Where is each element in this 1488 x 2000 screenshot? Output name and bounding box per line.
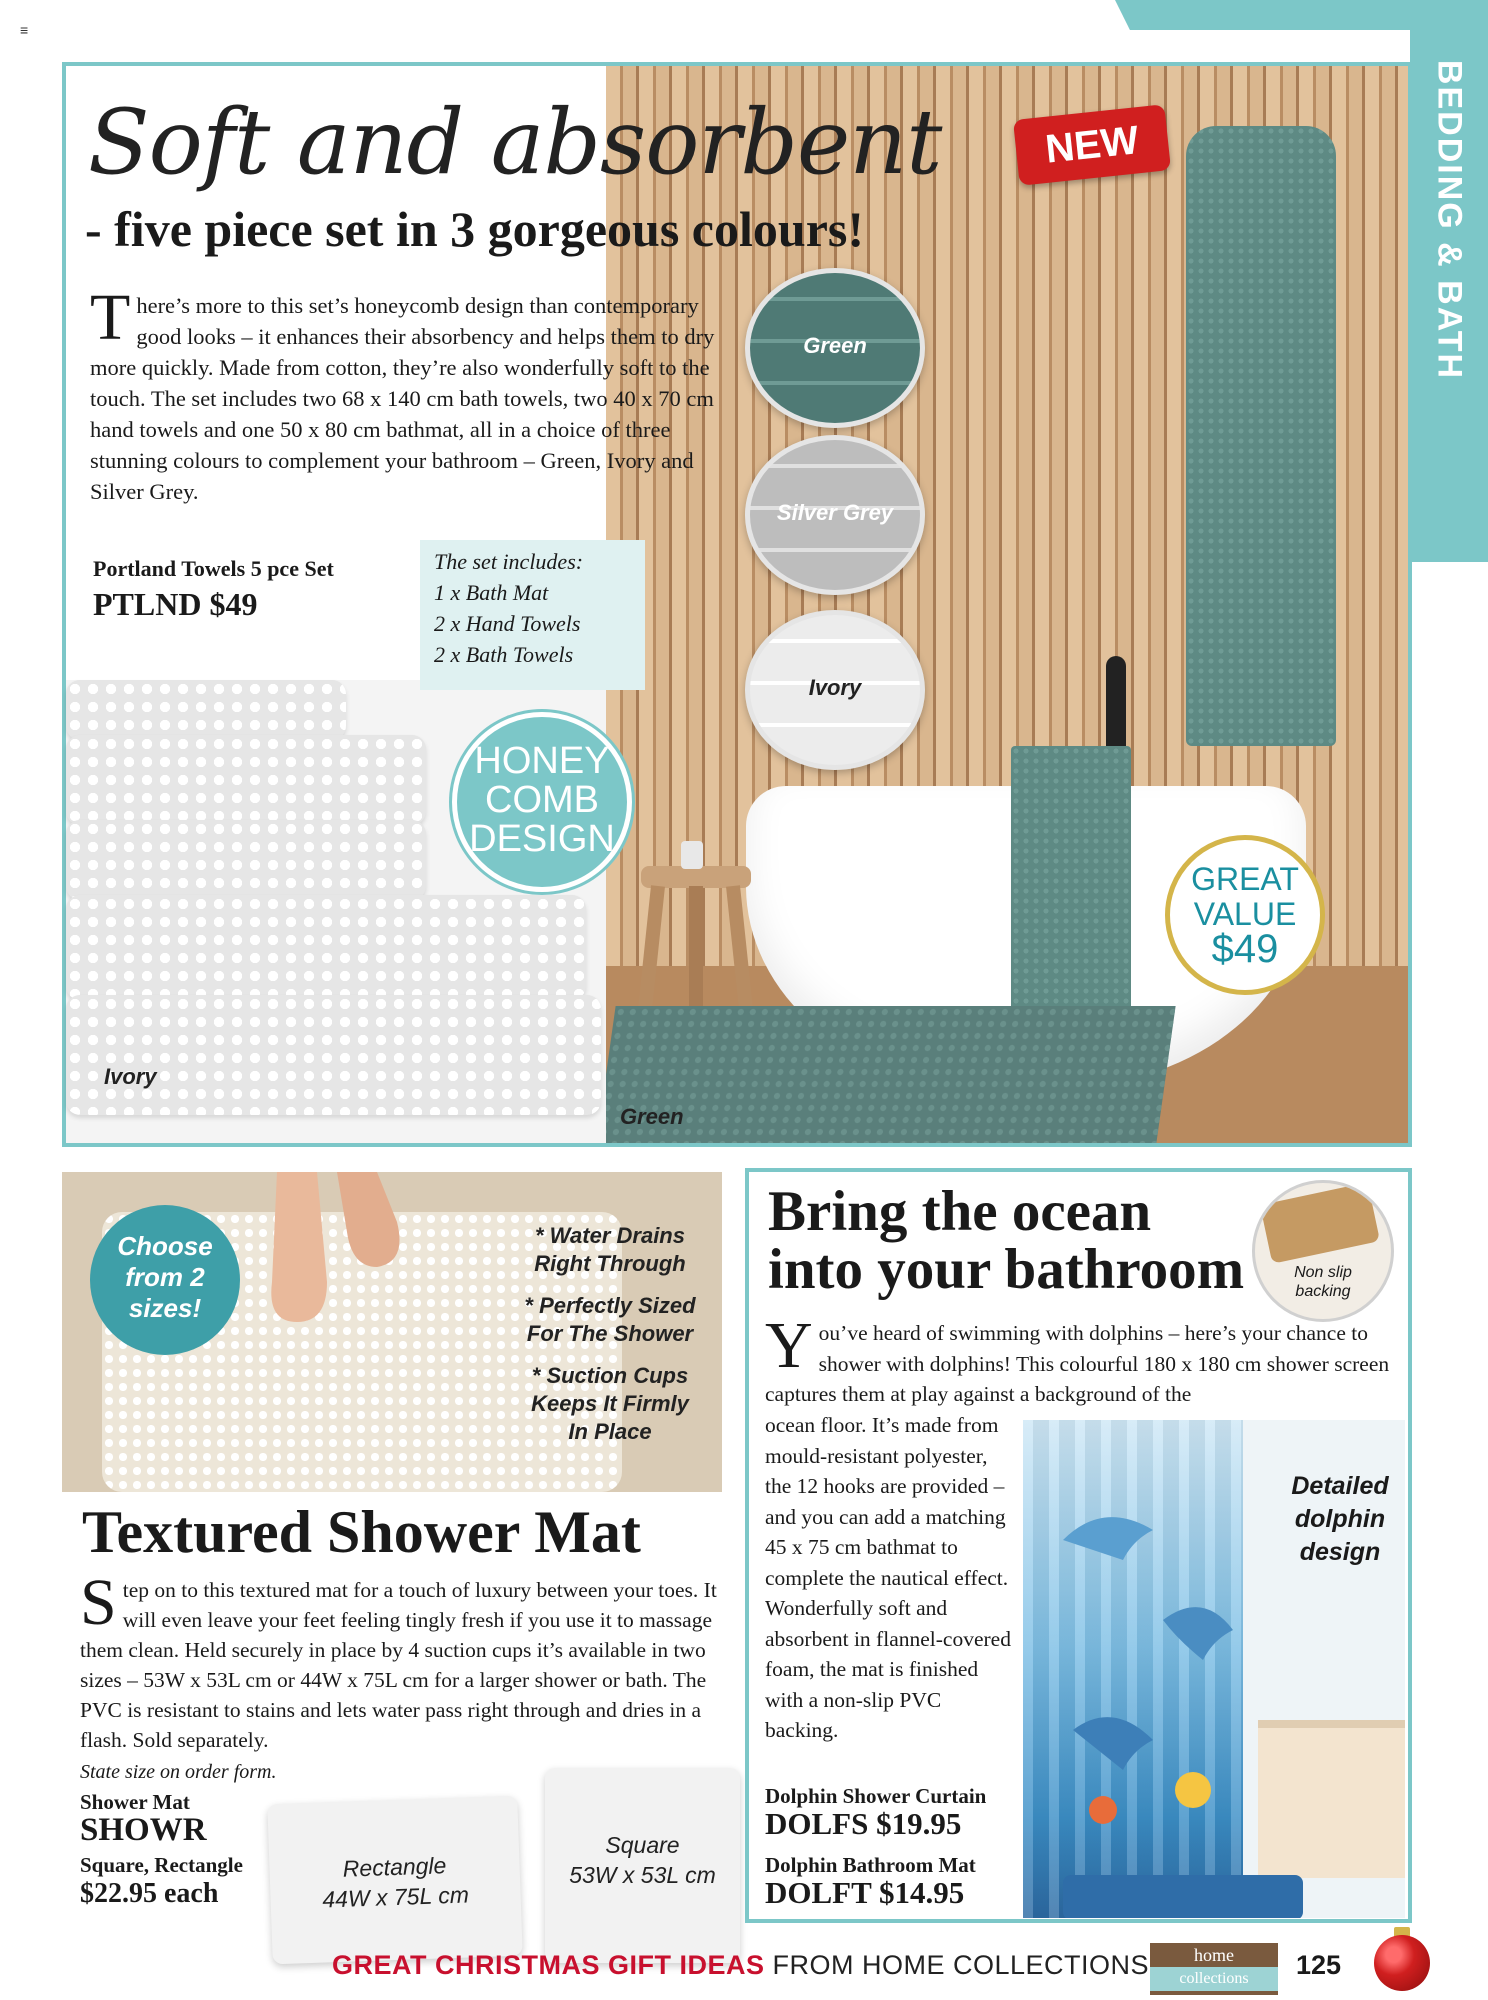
badge-line: Non slip	[1294, 1264, 1352, 1281]
badge-line: GREAT	[1191, 861, 1299, 897]
corner-band	[1115, 0, 1488, 30]
hero-subtitle: - five piece set in 3 gorgeous colours!	[85, 201, 865, 257]
mat-feature-list	[500, 1222, 720, 1460]
hero-title: Soft and absorbent	[88, 90, 942, 195]
footer-tagline	[332, 1950, 1149, 1981]
bathmat-code-price: DOLFT $14.95	[765, 1875, 965, 1910]
great-value-badge	[1165, 835, 1325, 995]
towel	[66, 820, 426, 900]
badge-line: HONEY	[474, 740, 610, 782]
dolphin-intro-text: ou’ve heard of swimming with dolphins – here’s your chance to shower with dolphins! This colourful 180 x 180 cm shower screen captures them at play against a background of the	[765, 1321, 1390, 1406]
dolphin-bath-mat	[1063, 1875, 1303, 1918]
badge-price: $49	[1211, 927, 1279, 971]
green-bath-mat	[606, 1006, 1176, 1143]
bathmat-name: Dolphin Bathroom Mat	[765, 1853, 976, 1877]
section-tab-label: BEDDING & BATH	[1430, 59, 1469, 381]
drop-cap: T	[90, 281, 131, 354]
size-card-rectangle	[267, 1796, 522, 1965]
mat-backing-image	[1260, 1182, 1380, 1264]
shower-mat-title: Textured Shower Mat	[82, 1499, 641, 1565]
shower-mat-price: $22.95 each	[80, 1878, 219, 1909]
label-line: design	[1299, 1538, 1381, 1566]
feature-line: * Suction Cups	[531, 1363, 689, 1388]
shower-mat-body-text: tep on to this textured mat for a touch of luxury between your toes. It will even leave your feet feeling tingly fresh if you use it to massage them clean. Held securely in place by 4 suction cups it’s available in two sizes – 53W x 53L cm or 44W x 75L cm for a larger shower or bath. The PVC is resistant to stains and lets water pass right through and dries in a flash. Sold separately.	[80, 1578, 717, 1752]
honeycomb-design-badge	[452, 712, 632, 892]
product-code-price: PTLND $49	[93, 586, 258, 622]
hanging-green-towel	[1186, 126, 1336, 746]
towel	[66, 995, 601, 1115]
swatch-silver-grey	[745, 435, 925, 595]
shower-mat-description	[80, 1566, 720, 1755]
non-slip-badge	[1252, 1180, 1394, 1322]
sink-cabinet	[1258, 1720, 1405, 1878]
logo-text: home	[1194, 1945, 1234, 1965]
set-includes-box	[420, 540, 645, 690]
photo-label-green: Green	[620, 1104, 684, 1129]
feature-item	[500, 1362, 720, 1446]
feature-line: Keeps It Firmly	[531, 1391, 689, 1416]
label-line: Detailed	[1291, 1472, 1389, 1500]
hero-description	[90, 281, 720, 507]
logo-text: collections	[1150, 1967, 1278, 1991]
feature-item	[500, 1222, 720, 1278]
new-badge: NEW	[1013, 104, 1171, 186]
photo-label-ivory: Ivory	[104, 1064, 157, 1089]
drop-cap: Y	[765, 1309, 813, 1382]
towel	[66, 895, 586, 1000]
shower-mat-code: SHOWR	[80, 1812, 207, 1848]
towel	[66, 680, 346, 740]
dolphin-intro	[765, 1309, 1405, 1410]
corner-mark: ≡	[20, 22, 29, 38]
choose-sizes-badge	[90, 1205, 240, 1355]
order-note: State size on order form.	[80, 1761, 277, 1783]
swatch-label: Green	[803, 333, 867, 358]
shower-mat-name: Shower Mat	[80, 1790, 190, 1814]
badge-line: COMB	[485, 779, 599, 821]
product-name: Portland Towels 5 pce Set	[93, 556, 334, 581]
swatch-label: Ivory	[808, 675, 862, 700]
size-card-square	[545, 1768, 740, 1963]
swatch-label: Silver Grey	[776, 500, 894, 525]
section-tab	[1410, 30, 1488, 562]
feature-line: * Water Drains	[535, 1223, 685, 1248]
green-hand-towel	[1011, 746, 1131, 1016]
feet-illustration	[257, 1172, 437, 1362]
drop-cap: S	[80, 1566, 117, 1639]
size-label: Square	[605, 1832, 680, 1858]
size-dimensions: 53W x 53L cm	[569, 1862, 716, 1888]
towel	[66, 735, 426, 825]
swatch-ivory	[745, 610, 925, 770]
feature-line: * Perfectly Sized	[524, 1293, 696, 1318]
shower-mat-sizes: Square, Rectangle	[80, 1853, 243, 1877]
title-line: into your bathroom	[768, 1238, 1245, 1301]
dolphin-illustration	[1043, 1500, 1243, 1830]
includes-item: 2 x Bath Towels	[434, 642, 574, 667]
badge-line: from 2	[125, 1262, 205, 1292]
includes-item: 1 x Bath Mat	[434, 580, 549, 605]
detailed-design-label	[1275, 1470, 1405, 1569]
footer-tagline-rest: FROM HOME COLLECTIONS	[764, 1950, 1150, 1980]
badge-line: backing	[1295, 1283, 1351, 1300]
non-slip-text	[1255, 1263, 1391, 1301]
size-label: Rectangle	[342, 1852, 447, 1882]
size-dimensions: 44W x 75L cm	[321, 1881, 470, 1913]
swatch-green	[745, 268, 925, 428]
feature-line: In Place	[568, 1419, 652, 1444]
dolphin-description: ocean floor. It’s made from mould-resistant polyester, the 12 hooks are provided – and you can add a matching 45 x 75 cm bathmat to complete the nautical effect. Wonderfully soft and absorbent in flannel-covered foam, the mat is finished with a non-slip PVC backing.	[765, 1413, 1011, 1742]
badge-line: sizes!	[128, 1293, 202, 1323]
dolphin-title	[768, 1180, 1245, 1301]
feature-line: For The Shower	[526, 1321, 694, 1346]
christmas-ornament-icon	[1374, 1935, 1430, 1991]
includes-heading: The set includes:	[434, 549, 584, 574]
hero-body-text: here’s more to this set’s honeycomb design than contemporary good looks – it enhances their absorbency and helps them to dry more quickly. Made from cotton, they’re also wonderfully soft to the touch. The set includes two 68 x 140 cm bath towels, two 40 x 70 cm hand towels and one 50 x 80 cm bathmat, all in a choice of three stunning colours to complement your bathroom – Green, Ivory and Silver Grey.	[90, 293, 715, 504]
label-line: dolphin	[1294, 1505, 1386, 1533]
footer-tagline-bold: GREAT CHRISTMAS GIFT IDEAS	[332, 1950, 765, 1980]
page-number: 125	[1296, 1950, 1342, 1980]
feature-item	[500, 1292, 720, 1348]
includes-item: 2 x Hand Towels	[434, 611, 581, 636]
curtain-code-price: DOLFS $19.95	[765, 1806, 962, 1841]
badge-line: Choose	[117, 1231, 213, 1261]
title-line: Bring the ocean	[768, 1180, 1152, 1243]
home-collections-logo	[1150, 1943, 1278, 1995]
badge-line: VALUE	[1193, 896, 1297, 932]
badge-line: DESIGN	[469, 818, 615, 860]
feature-line: Right Through	[534, 1251, 686, 1276]
curtain-name: Dolphin Shower Curtain	[765, 1784, 987, 1808]
